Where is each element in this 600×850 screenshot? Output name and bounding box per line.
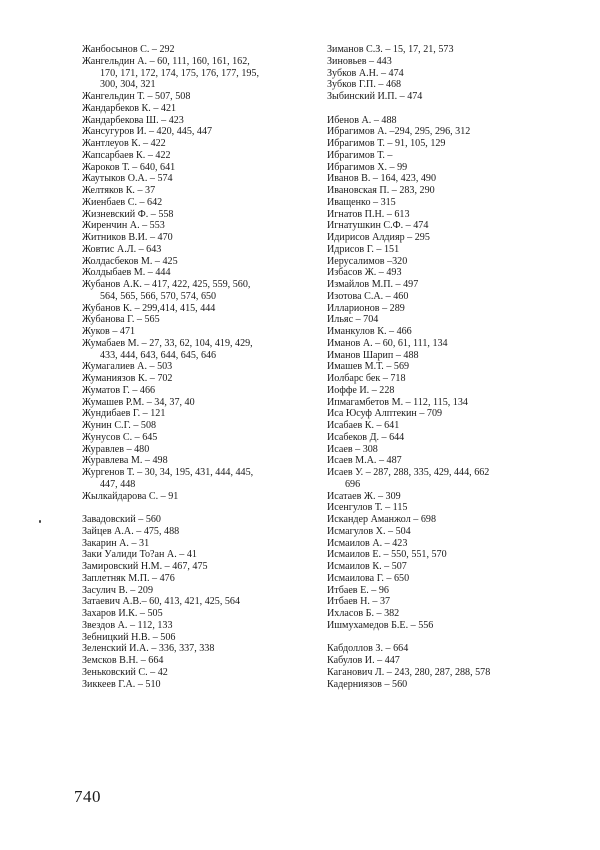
index-entry-line: Ишмухамедов Б.Е. – 556 — [327, 619, 434, 631]
index-entry — [327, 244, 577, 256]
index-entry-line: Жангельдин Т. – 507, 508 — [82, 91, 191, 102]
index-entry — [82, 679, 310, 691]
index-entry — [82, 643, 310, 655]
index-entry-line: Жовтис А.Л. – 643 — [82, 243, 162, 255]
index-entry — [82, 209, 310, 221]
index-entry — [82, 150, 310, 162]
index-entry-line: Жылкайдарова С. – 91 — [82, 490, 179, 502]
index-entry-line: Жандарбекова Ш. – 423 — [82, 114, 184, 126]
index-entry-line: Жумашев Р.М. – 34, 37, 40 — [82, 396, 195, 408]
index-entry-line: Каганович Л. – 243, 280, 287, 288, 578 — [327, 666, 491, 678]
index-entry-line: Жургенов Т. – 30, 34, 195, 431, 444, 445, — [82, 467, 254, 478]
index-entry — [82, 267, 310, 279]
index-entry-line: Замировский Н.М. – 467, 475 — [82, 561, 208, 572]
index-entry-line: Затаевич А.В.– 60, 413, 421, 425, 564 — [82, 596, 241, 608]
index-entry-line: Исатаев Ж. – 309 — [327, 490, 401, 502]
index-entry — [327, 373, 577, 385]
index-entry-line: Желтяков К. – 37 — [82, 185, 156, 196]
index-entry-line: Жуков – 471 — [82, 326, 136, 337]
index-entry-line: Игнатов П.Н. – 613 — [327, 208, 410, 220]
index-entry — [82, 549, 310, 561]
index-entry-line: Идирисов Алдияр – 295 — [327, 232, 430, 243]
index-entry — [82, 420, 310, 432]
index-entry-line: Зубков А.Н. – 474 — [327, 67, 404, 79]
index-entry — [82, 561, 310, 573]
index-entry-line: Жантлеуов К. – 422 — [82, 138, 166, 149]
index-entry — [327, 361, 577, 373]
index-entry — [327, 608, 577, 620]
index-entry — [327, 115, 577, 127]
index-entry-continuation: 696 — [345, 478, 361, 490]
index-entry-line: Жансугуров И. – 420, 445, 447 — [82, 126, 213, 138]
index-entry-line: Зыбинский И.П. – 474 — [327, 91, 423, 102]
index-entry — [82, 491, 310, 503]
page-number: 740 — [74, 787, 101, 806]
index-entry-line: Засулич В. – 209 — [82, 584, 154, 596]
index-entry — [327, 397, 577, 409]
index-entry — [82, 197, 310, 209]
index-entry-line: Ихласов Б. – 382 — [327, 608, 400, 619]
index-entry-line: Исмаилов К. – 507 — [327, 561, 407, 572]
index-entry-line: Ипмагамбетов М. – 112, 115, 134 — [327, 396, 468, 408]
index-entry — [327, 408, 577, 420]
index-entry — [327, 573, 577, 585]
index-entry — [82, 303, 310, 315]
index-entry — [327, 185, 577, 197]
index-entry — [82, 655, 310, 667]
index-entry-line: Искандер Аманжол – 698 — [327, 514, 436, 525]
index-entry-line: Заки Уалиди То?ан А. – 41 — [82, 549, 197, 561]
index-entry-continuation: 564, 565, 566, 570, 574, 650 — [100, 290, 217, 302]
index-entry-line: Ибрагимов А. –294, 295, 296, 312 — [327, 126, 471, 138]
index-entry — [327, 220, 577, 232]
index-entry — [82, 632, 310, 644]
index-entry-line: Журавлева М. – 498 — [82, 455, 168, 467]
index-entry-line: Иманкулов К. – 466 — [327, 326, 412, 337]
index-entry — [327, 279, 577, 291]
index-entry — [327, 79, 577, 91]
index-entry — [327, 385, 577, 397]
index-entry-line: Жунин С.Г. – 508 — [82, 420, 157, 431]
index-entry-line: Иолбарс бек – 718 — [327, 373, 406, 384]
index-entry-line: Илларионов – 289 — [327, 302, 405, 314]
index-entry-line: Изотова С.А. – 460 — [327, 290, 409, 302]
index-entry — [82, 220, 310, 232]
index-entry-line: Избасов Ж. – 493 — [327, 267, 402, 279]
index-entry — [327, 420, 577, 432]
index-entry — [82, 538, 310, 550]
index-entry — [82, 173, 310, 185]
index-entry — [82, 279, 310, 303]
index-entry — [327, 267, 577, 279]
index-entry-line: Исмаилова Г. – 650 — [327, 572, 410, 584]
index-entry — [82, 256, 310, 268]
index-entry-line: Исенгулов Т. – 115 — [327, 502, 408, 514]
index-entry-line: Ибрагимов Х. – 99 — [327, 161, 408, 173]
index-entry — [82, 467, 310, 491]
index-entry-line: Земсков В.Н. – 664 — [82, 655, 164, 666]
index-entry-line: Зеньковский С. – 42 — [82, 666, 168, 678]
index-entry-line: Имашев М.Т. – 569 — [327, 361, 410, 373]
index-entry — [327, 350, 577, 362]
index-entry-line: Исаев – 308 — [327, 443, 378, 455]
letter-group-gap — [327, 103, 577, 115]
index-entry — [82, 408, 310, 420]
index-entry-line: Иоффе И. – 228 — [327, 384, 395, 396]
index-entry — [82, 385, 310, 397]
index-entry — [327, 444, 577, 456]
index-entry-line: Иващенко – 315 — [327, 196, 396, 208]
index-entry — [82, 44, 310, 56]
index-entry — [327, 256, 577, 268]
index-entry-line: Исмаилов Е. – 550, 551, 570 — [327, 549, 447, 561]
index-entry — [327, 126, 577, 138]
index-entry — [82, 432, 310, 444]
scan-speck — [39, 520, 41, 523]
index-entry-line: Итбаев Н. – 37 — [327, 596, 391, 608]
index-entry-line: Исаев М.А. – 487 — [327, 455, 402, 467]
index-entry-line: Жолдыбаев М. – 444 — [82, 267, 171, 279]
index-entry-line: Жумагалиев А. – 503 — [82, 361, 173, 373]
index-column-right — [327, 44, 577, 690]
index-entry — [327, 291, 577, 303]
index-entry-line: Иманов Шарип – 488 — [327, 349, 419, 361]
index-entry — [327, 526, 577, 538]
index-entry — [327, 56, 577, 68]
index-entry-line: Жуманиязов К. – 702 — [82, 373, 173, 384]
index-entry-line: Жубанов К. – 299,414, 415, 444 — [82, 302, 216, 314]
index-entry-line: Исмаилов А. – 423 — [327, 537, 408, 549]
index-entry-line: Завадовский – 560 — [82, 514, 161, 525]
index-entry-line: Идрисов Г. – 151 — [327, 243, 400, 255]
letter-group-gap — [82, 502, 310, 514]
index-entry — [327, 162, 577, 174]
index-entry-line: Жизневский Ф. – 558 — [82, 208, 174, 220]
index-entry — [327, 150, 577, 162]
index-entry — [82, 232, 310, 244]
index-entry — [327, 326, 577, 338]
index-entry-continuation: 300, 304, 321 — [100, 79, 156, 91]
index-entry — [82, 444, 310, 456]
index-entry — [327, 338, 577, 350]
index-entry-line: Зиманов С.З. – 15, 17, 21, 573 — [327, 44, 454, 55]
index-entry-line: Итбаев Е. – 96 — [327, 584, 389, 596]
index-entry-line: Исабеков Д. – 644 — [327, 431, 405, 443]
index-entry-line: Ибенов А. – 488 — [327, 114, 397, 126]
index-entry — [327, 679, 577, 691]
index-entry — [327, 549, 577, 561]
index-entry — [327, 91, 577, 103]
index-entry-line: Кабулов И. – 447 — [327, 655, 400, 666]
index-entry — [327, 491, 577, 503]
index-entry — [327, 209, 577, 221]
index-entry-line: Зебницкий Н.В. – 506 — [82, 631, 176, 643]
index-entry-line: Закарин А. – 31 — [82, 537, 150, 549]
index-entry-line: Звездов А. – 112, 133 — [82, 619, 173, 631]
index-entry-line: Кабдоллов З. – 664 — [327, 643, 409, 655]
index-entry — [327, 432, 577, 444]
index-entry — [327, 44, 577, 56]
letter-group-gap — [327, 632, 577, 644]
index-entry-line: Иерусалимов –320 — [327, 255, 408, 267]
index-entry-line: Жумабаев М. – 27, 33, 62, 104, 419, 429, — [82, 337, 253, 349]
index-entry-line: Исабаев К. – 641 — [327, 420, 400, 431]
index-entry — [82, 526, 310, 538]
index-entry-continuation: 170, 171, 172, 174, 175, 176, 177, 195, — [100, 67, 259, 79]
index-entry — [327, 173, 577, 185]
index-entry — [82, 455, 310, 467]
index-entry-line: Захаров И.К. – 505 — [82, 608, 163, 619]
index-entry — [327, 502, 577, 514]
index-entry — [82, 244, 310, 256]
index-entry-line: Жолдасбеков М. – 425 — [82, 255, 178, 267]
index-entry-line: Кадерниязов – 560 — [327, 678, 408, 690]
index-entry — [82, 162, 310, 174]
index-entry — [82, 667, 310, 679]
index-entry-line: Жундибаев Г. – 121 — [82, 408, 166, 420]
index-entry-line: Житников В.И. – 470 — [82, 232, 173, 243]
index-entry-line: Жанбосынов С. – 292 — [82, 44, 175, 55]
index-entry — [82, 596, 310, 608]
index-entry-line: Зубков Г.П. – 468 — [327, 79, 402, 91]
index-entry-line: Исаев У. – 287, 288, 335, 429, 444, 662 — [327, 467, 490, 478]
index-entry-line: Жангельдин А. – 60, 111, 160, 161, 162, — [82, 55, 250, 67]
index-entry — [82, 338, 310, 362]
index-entry — [327, 303, 577, 315]
index-entry-line: Ибрагимов Т. – 91, 105, 129 — [327, 138, 446, 149]
index-entry — [327, 68, 577, 80]
index-entry — [327, 232, 577, 244]
index-entry — [82, 585, 310, 597]
index-entry — [82, 138, 310, 150]
index-entry — [82, 314, 310, 326]
index-entry-line: Жандарбеков К. – 421 — [82, 102, 177, 114]
index-entry — [82, 185, 310, 197]
index-entry-line: Жапсарбаев К. – 422 — [82, 149, 171, 161]
index-entry — [327, 561, 577, 573]
index-entry-line: Ильяс – 704 — [327, 314, 379, 326]
index-column-left — [82, 44, 310, 690]
index-entry — [82, 573, 310, 585]
index-entry — [82, 373, 310, 385]
index-entry-line: Зайцев А.А. – 475, 488 — [82, 525, 180, 537]
index-entry — [327, 655, 577, 667]
index-entry-line: Ивановская П. – 283, 290 — [327, 185, 435, 196]
index-entry — [82, 56, 310, 91]
index-entry — [82, 620, 310, 632]
index-entry — [327, 620, 577, 632]
index-entry-line: Измайлов М.П. – 497 — [327, 279, 419, 290]
index-entry — [82, 103, 310, 115]
index-entry — [327, 585, 577, 597]
index-entry — [82, 126, 310, 138]
index-entry — [327, 596, 577, 608]
index-entry-continuation: 447, 448 — [100, 478, 136, 490]
index-entry-line: Жиренчин А. – 553 — [82, 220, 165, 232]
index-entry-line: Игнатушкин С.Ф. – 474 — [327, 220, 429, 232]
index-entry — [82, 608, 310, 620]
index-entry — [327, 643, 577, 655]
index-entry-line: Жиенбаев С. – 642 — [82, 196, 163, 208]
index-entry-line: Журавлев – 480 — [82, 443, 150, 455]
index-entry — [82, 91, 310, 103]
index-entry — [82, 115, 310, 127]
index-entry-line: Жаутыков О.А. – 574 — [82, 173, 173, 185]
index-entry-continuation: 433, 444, 643, 644, 645, 646 — [100, 349, 217, 361]
index-entry-line: Заплетняк М.П. – 476 — [82, 572, 175, 584]
index-entry — [327, 667, 577, 679]
index-entry-line: Иманов А. – 60, 61, 111, 134 — [327, 337, 448, 349]
index-entry — [327, 197, 577, 209]
index-entry-line: Жароков Т. – 640, 641 — [82, 161, 176, 173]
index-entry-line: Зеленский И.А. – 336, 337, 338 — [82, 643, 215, 655]
index-entry-line: Иванов В. – 164, 423, 490 — [327, 173, 437, 185]
index-entry — [327, 467, 577, 491]
index-entry — [82, 514, 310, 526]
index-entry-line: Зиккеев Г.А. – 510 — [82, 678, 161, 690]
index-entry — [327, 538, 577, 550]
index-entry — [327, 514, 577, 526]
index-entry — [82, 326, 310, 338]
index-entry-line: Иса Юсуф Алптекин – 709 — [327, 408, 443, 420]
index-entry-line: Жунусов С. – 645 — [82, 431, 158, 443]
index-entry-line: Зиновьев – 443 — [327, 55, 392, 67]
index-entry-line: Жубанова Г. – 565 — [82, 314, 160, 326]
index-entry — [327, 455, 577, 467]
index-entry-line: Жубанов А.К. – 417, 422, 425, 559, 560, — [82, 279, 251, 290]
index-entry — [327, 138, 577, 150]
index-entry-line: Жуматов Г. – 466 — [82, 384, 156, 396]
index-entry — [327, 314, 577, 326]
index-entry — [82, 397, 310, 409]
index-entry-line: Ибрагимов Т. – — [327, 149, 393, 161]
index-entry-line: Исмагулов Х. – 504 — [327, 525, 411, 537]
index-entry — [82, 361, 310, 373]
